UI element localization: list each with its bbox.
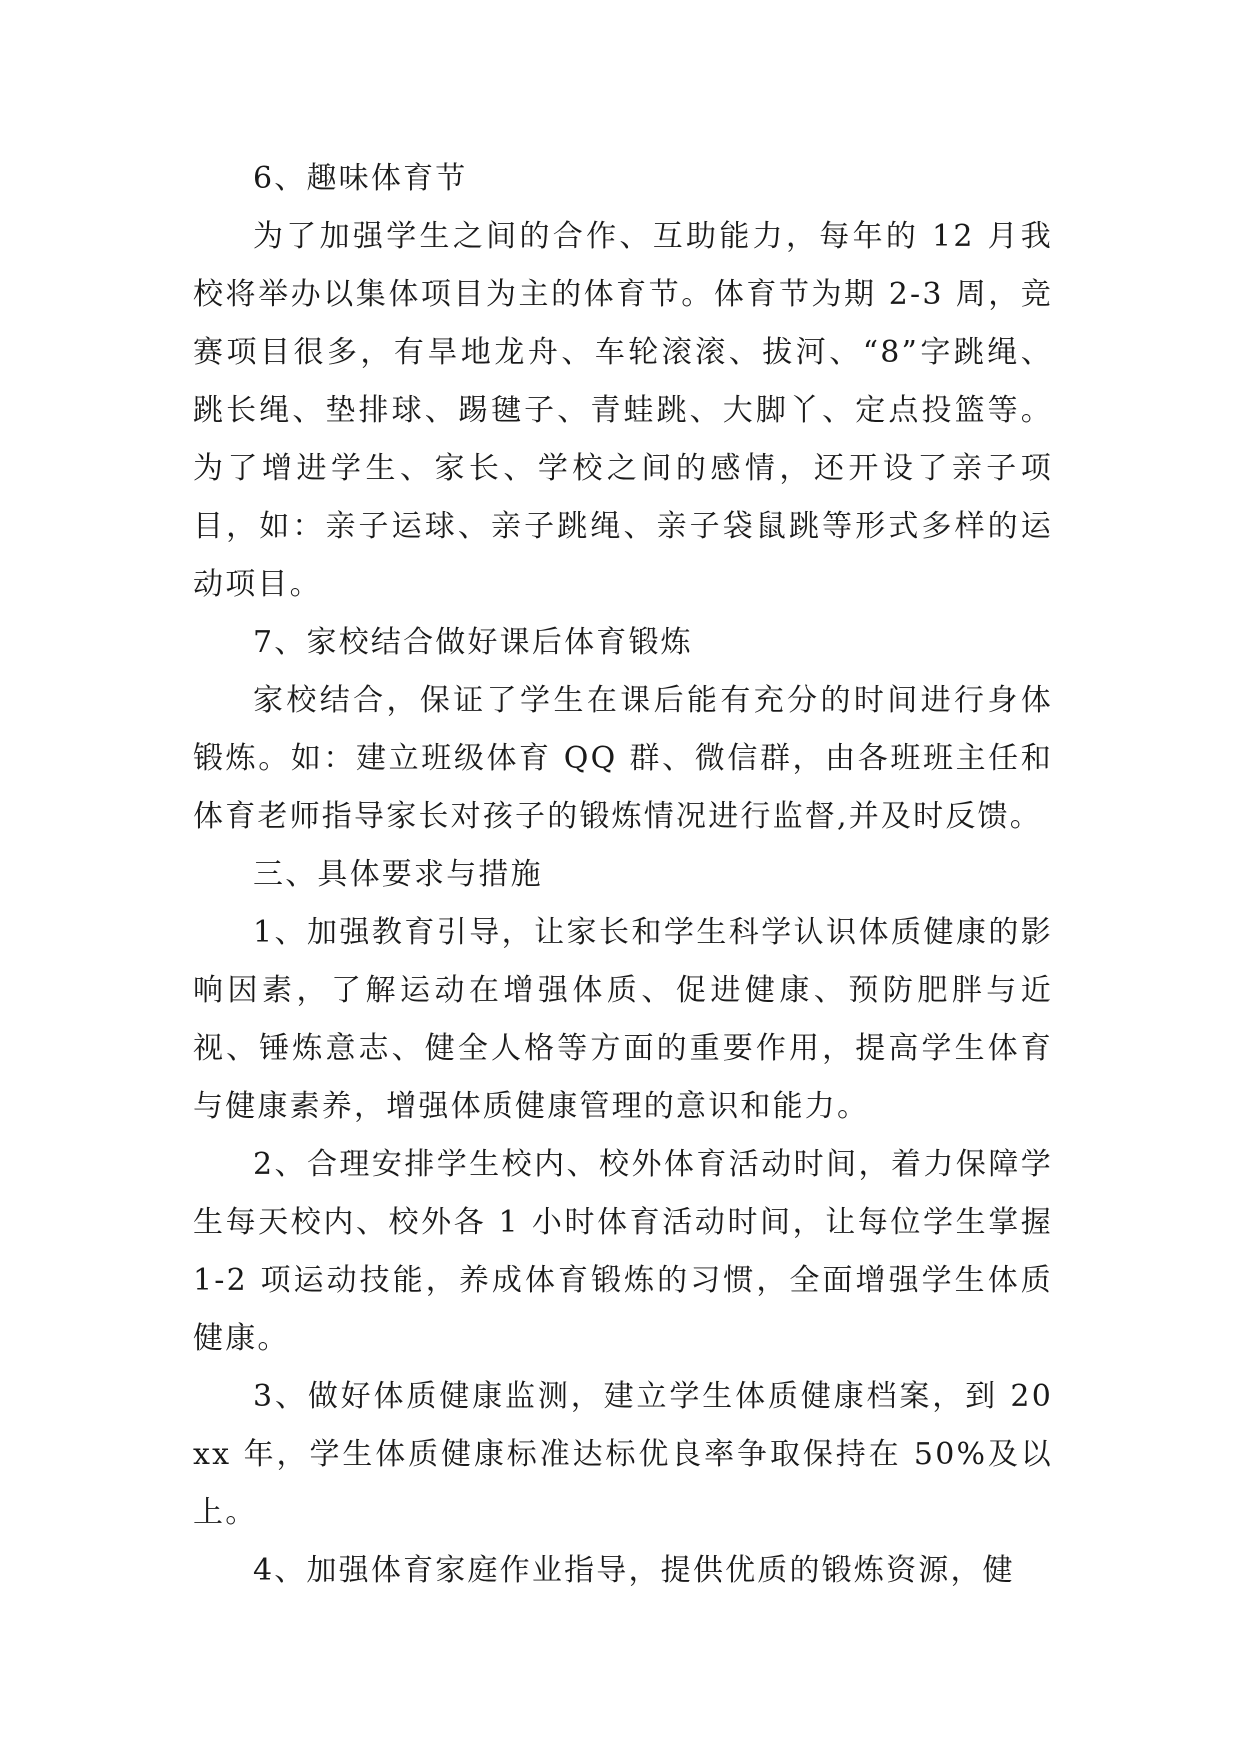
section-heading-6: 6、趣味体育节 xyxy=(253,161,468,196)
paragraph-home-school: 家校结合，保证了学生在课后能有充分的时间进行身体锻炼。如：建立班级体育 QQ 群、微信群，由各班班主任和体育老师指导家长对孩子的锻炼情况进行监督,并及时反馈。 xyxy=(193,683,1053,834)
document-body xyxy=(193,150,1053,1600)
paragraph-sports-festival: 为了加强学生之间的合作、互助能力，每年的 12 月我校将举办以集体项目为主的体育节。体育节为期 2-3 周，竞赛项目很多，有旱地龙舟、车轮滚滚、拔河、“8”字跳绳、跳长绳、垫排球、踢毽子、青蛙跳、大脚丫、定点投篮等。为了增进学生、家长、学校之间的感情，还开设了亲子项目，如：亲子运球、亲子跳绳、亲子袋鼠跳等形式多样的运动项目。 xyxy=(193,219,1053,602)
paragraph-requirement-1: 1、加强教育引导，让家长和学生科学认识体质健康的影响因素，了解运动在增强体质、促进健康、预防肥胖与近视、锤炼意志、健全人格等方面的重要作用，提高学生体育与健康素养，增强体质健康管理的意识和能力。 xyxy=(193,915,1053,1124)
section-heading-3: 三、具体要求与措施 xyxy=(253,857,543,892)
paragraph-requirement-2: 2、合理安排学生校内、校外体育活动时间，着力保障学生每天校内、校外各 1 小时体育活动时间，让每位学生掌握 1-2 项运动技能，养成体育锻炼的习惯，全面增强学生体质健康。 xyxy=(193,1147,1053,1356)
paragraph-requirement-3: 3、做好体质健康监测，建立学生体质健康档案，到 20xx 年，学生体质健康标准达标优良率争取保持在 50%及以上。 xyxy=(193,1379,1053,1530)
paragraph-requirement-4: 4、加强体育家庭作业指导，提供优质的锻炼资源，健 xyxy=(253,1553,1015,1588)
section-heading-7: 7、家校结合做好课后体育锻炼 xyxy=(253,625,693,660)
